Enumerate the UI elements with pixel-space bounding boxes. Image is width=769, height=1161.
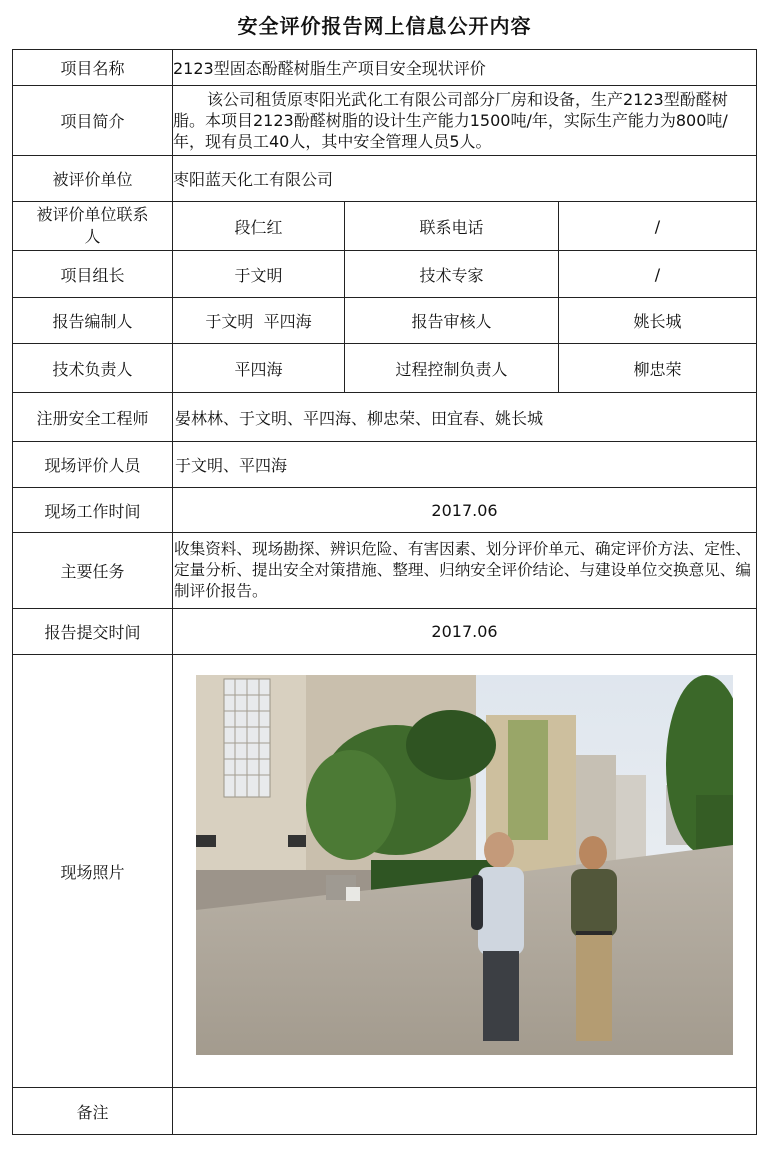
- site-time-label: 现场工作时间: [13, 488, 173, 533]
- row-submit-time: [13, 609, 757, 655]
- row-photo: [13, 655, 757, 1088]
- compiler-value: 于文明 平四海: [173, 298, 345, 344]
- contact-value: 段仁红: [173, 202, 345, 251]
- row-contact: [13, 202, 757, 251]
- process-value: 柳忠荣: [559, 344, 757, 393]
- phone-label: 联系电话: [345, 202, 559, 251]
- site-staff-value: 于文明、平四海: [173, 442, 757, 488]
- tasks-label: 主要任务: [13, 533, 173, 609]
- row-project-name: [13, 50, 757, 86]
- photo-label: 现场照片: [13, 655, 173, 1088]
- evaluated-unit-value: 枣阳蓝天化工有限公司: [173, 156, 757, 202]
- info-table: [12, 49, 757, 1135]
- tech-lead-value: 平四海: [173, 344, 345, 393]
- expert-label: 技术专家: [345, 251, 559, 298]
- row-compiler: [13, 298, 757, 344]
- row-site-time: [13, 488, 757, 533]
- row-engineers: [13, 393, 757, 442]
- row-site-staff: [13, 442, 757, 488]
- remarks-value: [173, 1088, 757, 1135]
- submit-time-label: 报告提交时间: [13, 609, 173, 655]
- row-tasks: [13, 533, 757, 609]
- row-leader: [13, 251, 757, 298]
- project-intro-label: 项目简介: [13, 86, 173, 156]
- photo-cell: [173, 655, 757, 1088]
- reviewer-label: 报告审核人: [345, 298, 559, 344]
- phone-value: /: [559, 202, 757, 251]
- site-time-value: 2017.06: [173, 488, 757, 533]
- row-remarks: [13, 1088, 757, 1135]
- project-intro-value: 该公司租赁原枣阳光武化工有限公司部分厂房和设备，生产2123型酚醛树脂。本项目2123酚醛树脂的设计生产能力1500吨/年，实际生产能力为800吨/年，现有员工40人，其中安全管理人员5人。: [173, 86, 757, 156]
- submit-time-value: 2017.06: [173, 609, 757, 655]
- project-name-label: 项目名称: [13, 50, 173, 86]
- engineers-value: 晏林林、于文明、平四海、柳忠荣、田宜春、姚长城: [173, 393, 757, 442]
- row-project-intro: [13, 86, 757, 156]
- page-title: 安全评价报告网上信息公开内容: [237, 14, 532, 38]
- tasks-value: 收集资料、现场勘探、辨识危险、有害因素、划分评价单元、确定评价方法、定性、定量分析、提出安全对策措施、整理、归纳安全评价结论、与建设单位交换意见、编制评价报告。: [173, 533, 757, 609]
- reviewer-value: 姚长城: [559, 298, 757, 344]
- site-staff-label: 现场评价人员: [13, 442, 173, 488]
- expert-value: /: [559, 251, 757, 298]
- compiler-label: 报告编制人: [13, 298, 173, 344]
- tech-lead-label: 技术负责人: [13, 344, 173, 393]
- leader-value: 于文明: [173, 251, 345, 298]
- row-tech-lead: [13, 344, 757, 393]
- process-label: 过程控制负责人: [345, 344, 559, 393]
- project-name-value: 2123型固态酚醛树脂生产项目安全现状评价: [173, 50, 757, 86]
- engineers-label: 注册安全工程师: [13, 393, 173, 442]
- evaluated-unit-label: 被评价单位: [13, 156, 173, 202]
- row-evaluated-unit: [13, 156, 757, 202]
- leader-label: 项目组长: [13, 251, 173, 298]
- contact-label: 被评价单位联系人: [13, 202, 173, 251]
- remarks-label: 备注: [13, 1088, 173, 1135]
- site-photo: [196, 675, 733, 1055]
